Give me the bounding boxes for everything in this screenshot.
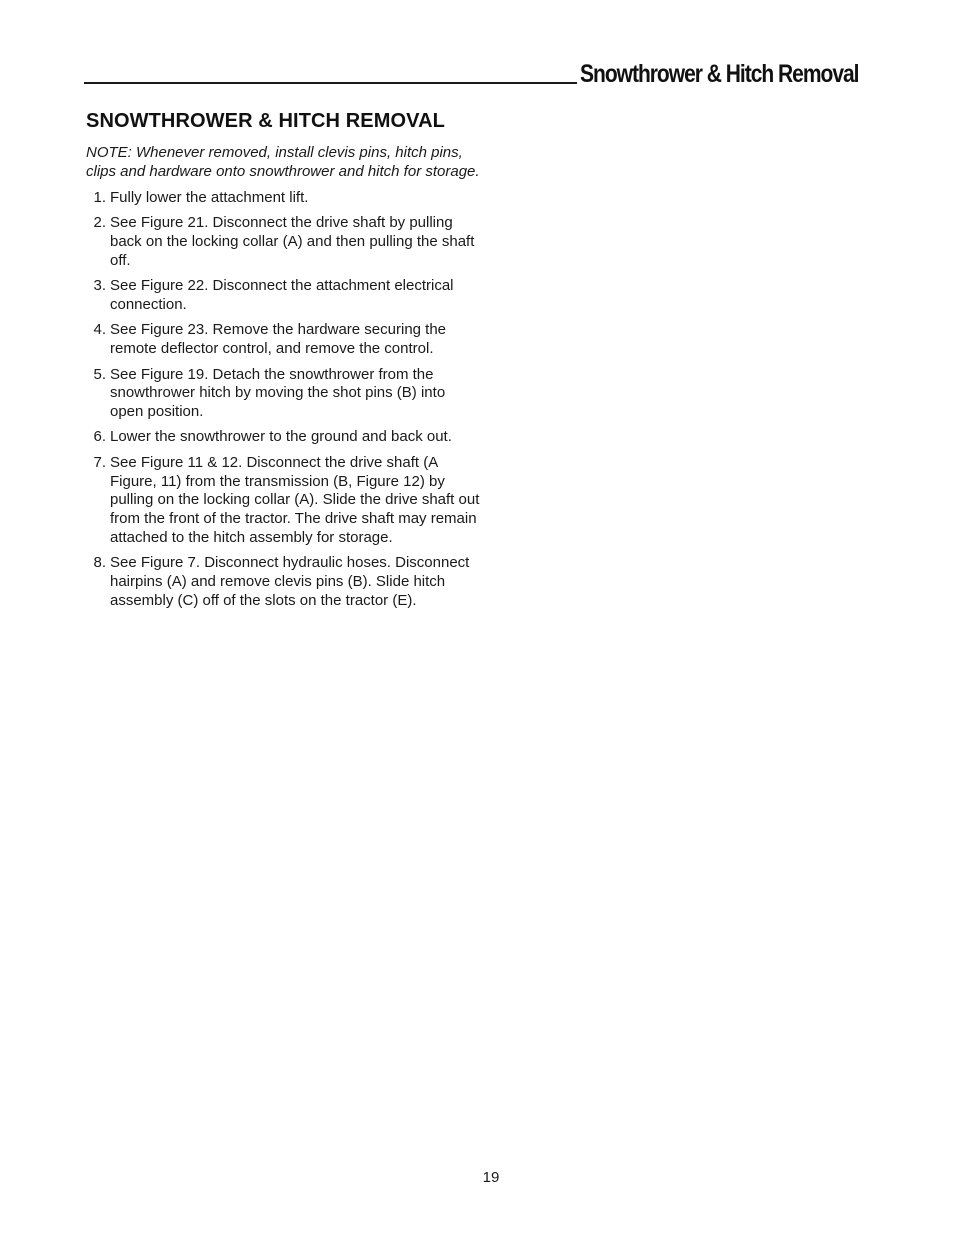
step-text: See Figure 23. Remove the hardware securing the remote deflector control, and remove the control. xyxy=(110,321,447,358)
section-heading: SNOWTHROWER & HITCH REMOVAL xyxy=(86,110,445,132)
step-number: 4. xyxy=(93,321,106,339)
list-item xyxy=(86,454,480,548)
list-item xyxy=(86,189,480,208)
step-number: 6. xyxy=(93,428,106,446)
step-text: See Figure 11 & 12. Disconnect the drive shaft (A Figure, 11) from the transmission (B, Figure 12) by pulling on the locking collar (A). Slide the drive shaft out from the front of the tractor. The drive shaft may remain attached to the hitch assembly for storage. xyxy=(110,453,480,546)
step-text: See Figure 19. Detach the snowthrower from the snowthrower hitch by moving the shot pins (B) into open position. xyxy=(110,365,446,421)
list-item xyxy=(86,428,480,447)
step-number: 7. xyxy=(93,453,106,471)
step-text: See Figure 7. Disconnect hydraulic hoses. Disconnect hairpins (A) and remove clevis pins (B). Slide hitch assembly (C) off of the slots on the tractor (E). xyxy=(110,554,470,609)
step-number: 3. xyxy=(93,277,106,295)
step-number: 8. xyxy=(93,554,106,572)
step-number: 5. xyxy=(93,365,106,383)
note-text: NOTE: Whenever removed, install clevis pins, hitch pins, clips and hardware onto snowthrower and hitch for storage. xyxy=(86,144,480,180)
step-text: See Figure 21. Disconnect the drive shaft by pulling back on the locking collar (A) and then pulling the shaft off. xyxy=(110,214,475,270)
steps-list xyxy=(86,189,480,610)
step-text: See Figure 22. Disconnect the attachment electrical connection. xyxy=(110,277,454,314)
step-number: 2. xyxy=(93,214,106,232)
page-number: 19 xyxy=(482,1169,500,1186)
list-item xyxy=(86,366,480,422)
step-text: Lower the snowthrower to the ground and back out. xyxy=(110,428,452,446)
list-item xyxy=(86,321,480,359)
step-text: Fully lower the attachment lift. xyxy=(110,189,309,207)
page-header-title: Snowthrower & Hitch Removal xyxy=(580,60,859,88)
step-number: 1. xyxy=(93,189,106,207)
header-rule xyxy=(84,82,577,84)
list-item xyxy=(86,554,480,610)
list-item xyxy=(86,277,480,315)
section-content xyxy=(86,108,480,617)
list-item xyxy=(86,214,480,270)
